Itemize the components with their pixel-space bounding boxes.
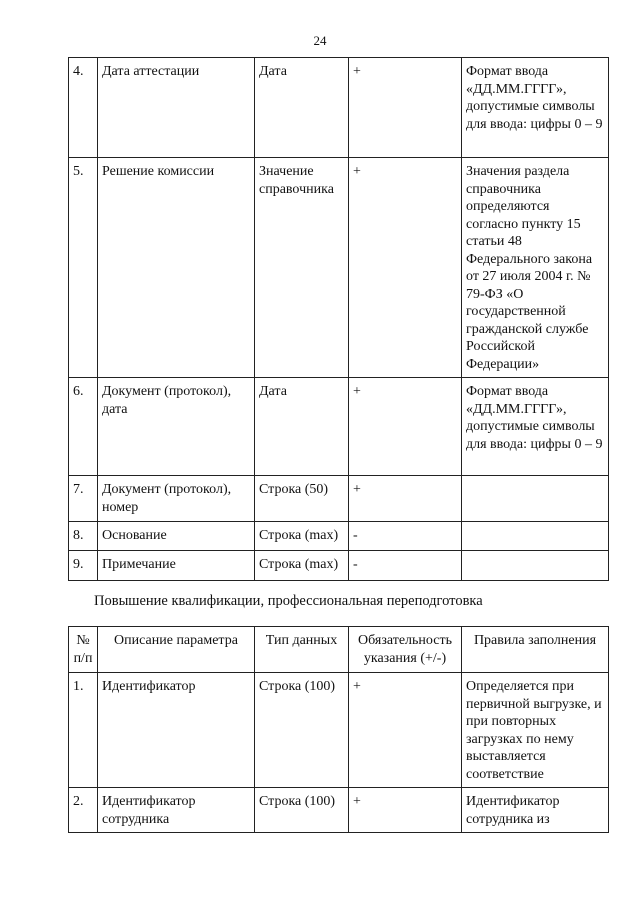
parameter-name: Идентификатор — [98, 673, 255, 788]
header-data-type: Тип данных — [255, 627, 349, 673]
header-number: № п/п — [69, 627, 98, 673]
row-number: 4. — [69, 58, 98, 158]
parameter-name: Документ (протокол), дата — [98, 378, 255, 476]
section-title: Повышение квалификации, профессиональная переподготовка — [94, 593, 483, 609]
fill-rules: Формат ввода «ДД.ММ.ГГГГ», допустимые символы для ввода: цифры 0 – 9 — [462, 58, 609, 158]
header-required: Обязательность указания (+/-) — [349, 627, 462, 673]
qualification-table — [68, 626, 609, 833]
table-row — [69, 522, 609, 551]
required-flag: + — [349, 58, 462, 158]
required-flag: - — [349, 522, 462, 551]
table-row — [69, 551, 609, 581]
parameter-name: Идентификатор сотрудника — [98, 788, 255, 833]
parameter-name: Решение комиссии — [98, 158, 255, 378]
page-number: 24 — [313, 33, 327, 48]
header-fill-rules: Правила заполнения — [462, 627, 609, 673]
fill-rules — [462, 551, 609, 581]
fill-rules: Формат ввода «ДД.ММ.ГГГГ», допустимые символы для ввода: цифры 0 – 9 — [462, 378, 609, 476]
data-type: Дата — [255, 378, 349, 476]
data-type: Строка (100) — [255, 788, 349, 833]
required-flag: - — [349, 551, 462, 581]
row-number: 8. — [69, 522, 98, 551]
header-description: Описание параметра — [98, 627, 255, 673]
required-flag: + — [349, 378, 462, 476]
row-number: 1. — [69, 673, 98, 788]
parameter-name: Примечание — [98, 551, 255, 581]
row-number: 2. — [69, 788, 98, 833]
data-type: Строка (50) — [255, 476, 349, 522]
parameter-name: Основание — [98, 522, 255, 551]
table-row — [69, 788, 609, 833]
required-flag: + — [349, 673, 462, 788]
required-flag: + — [349, 158, 462, 378]
data-type: Строка (100) — [255, 673, 349, 788]
row-number: 5. — [69, 158, 98, 378]
fill-rules: Значения раздела справочника определяются согласно пункту 15 статьи 48 Федерального закона от 27 июля 2004 г. № 79-ФЗ «О государственной гражданской службе Российской Федерации» — [462, 158, 609, 378]
table-row — [69, 673, 609, 788]
fill-rules — [462, 522, 609, 551]
data-type: Строка (max) — [255, 522, 349, 551]
row-number: 9. — [69, 551, 98, 581]
table-header-row — [69, 627, 609, 673]
attestation-table — [68, 57, 609, 581]
table-row — [69, 378, 609, 476]
table-row — [69, 158, 609, 378]
fill-rules — [462, 476, 609, 522]
table-row — [69, 58, 609, 158]
required-flag: + — [349, 476, 462, 522]
row-number: 7. — [69, 476, 98, 522]
table-row — [69, 476, 609, 522]
data-type: Значение справочника — [255, 158, 349, 378]
parameter-name: Дата аттестации — [98, 58, 255, 158]
fill-rules: Идентификатор сотрудника из — [462, 788, 609, 833]
parameter-name: Документ (протокол), номер — [98, 476, 255, 522]
fill-rules: Определяется при первичной выгрузке, и при повторных загрузках по нему выставляется соответствие — [462, 673, 609, 788]
row-number: 6. — [69, 378, 98, 476]
data-type: Дата — [255, 58, 349, 158]
required-flag: + — [349, 788, 462, 833]
data-type: Строка (max) — [255, 551, 349, 581]
